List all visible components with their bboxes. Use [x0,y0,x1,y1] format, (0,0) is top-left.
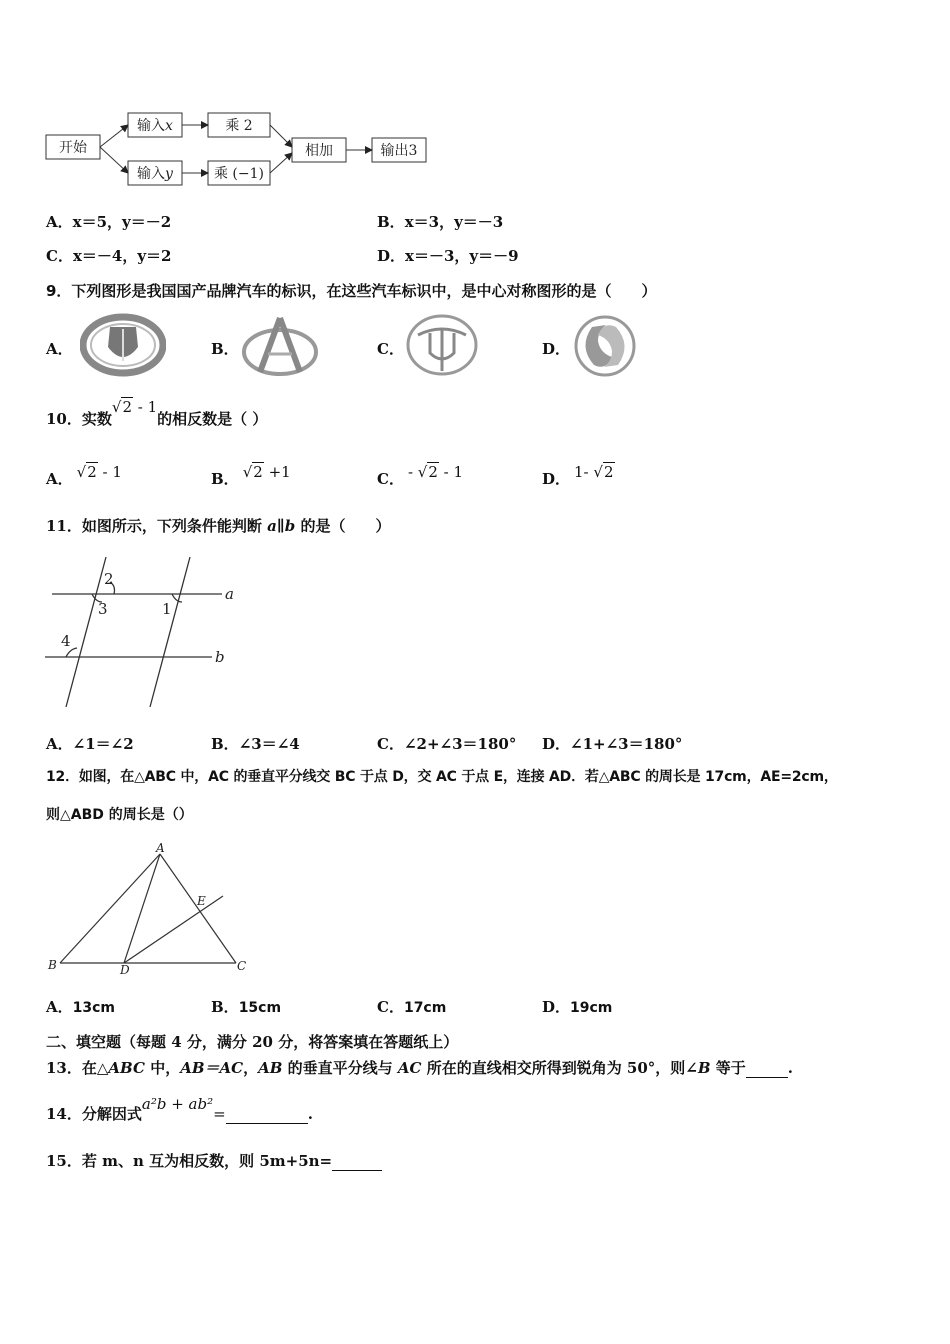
q8-option-b[interactable]: B．x＝3，y＝－3 [377,213,504,231]
q8-option-a[interactable]: A．x＝5，y＝－2 [46,213,172,231]
q9-option-b-label[interactable]: B． [211,340,239,358]
vertex-e: E [197,894,206,908]
q14-answer-blank[interactable] [226,1109,308,1124]
label-1: 1 [162,600,172,618]
q13-stem: 13．在△ABC 中，AB＝AC，AB 的垂直平分线与 AC 所在的直线相交所得到锐角为 50°，则∠B 等于 . [46,1059,794,1077]
q10-option-a[interactable]: A． √2 - 1 [46,463,122,488]
flow-arrow [270,125,292,147]
q11-option-b[interactable]: B．∠3＝∠4 [211,735,300,753]
q10-option-c[interactable]: C． - √2 - 1 [377,463,464,488]
q11-figure [40,552,250,712]
label-3: 3 [98,600,108,618]
label-a: a [225,585,234,603]
q11-option-d[interactable]: D．∠1+∠3＝180° [542,735,683,753]
flow-input-x-label: 输入x [137,118,173,134]
flow-input-y-label: 输入y [137,166,173,182]
q12-option-c[interactable]: C．17cm [377,998,447,1016]
vertex-d: D [120,963,130,977]
q13-answer-blank[interactable] [746,1063,788,1078]
side-ab [60,854,160,963]
vertex-c: C [237,959,247,973]
section-2-title: 二、填空题（每题 4 分，满分 20 分，将答案填在答题纸上） [46,1033,459,1051]
vertex-a: A [156,842,165,855]
q14-stem: 14．分解因式a²b + ab²= . [46,1095,313,1123]
flow-arrow [100,125,128,147]
angle-arc-1 [172,594,182,602]
q11-option-a[interactable]: A．∠1＝∠2 [46,735,134,753]
q11-stem: 11．如图所示，下列条件能判断 a∥b 的是（ ） [46,517,391,535]
flowchart [40,105,440,195]
q12-stem-line1: 12．如图，在△ABC 中，AC 的垂直平分线交 BC 于点 D，交 AC 于点 E，连接 AD．若△ABC 的周长是 17cm，AE=2cm， [46,769,838,785]
logo-b-icon [240,312,320,378]
transversal-right [150,557,190,707]
logo-d-icon [572,313,638,379]
q12-option-b[interactable]: B．15cm [211,998,282,1016]
q8-option-c[interactable]: C．x＝－4，y＝2 [46,247,172,265]
flow-output-label: 输出3 [380,143,418,159]
flow-arrow [270,153,292,173]
q10-option-d[interactable]: D． 1- √2 [542,463,614,488]
q12-figure [40,842,270,982]
q8-option-d[interactable]: D．x＝－3，y＝－9 [377,247,519,265]
q10-option-b[interactable]: B． √2 +1 [211,463,291,488]
logo-a-icon [80,313,166,377]
transversal-left [66,557,106,707]
segment-ad [124,854,160,963]
q9-option-c-label[interactable]: C． [377,340,404,358]
label-2: 2 [104,570,114,588]
q12-option-a[interactable]: A．13cm [46,998,116,1016]
q9-option-a-label[interactable]: A． [46,340,73,358]
flow-mulneg1-label: 乘 (−1) [213,166,265,182]
label-b: b [215,648,225,666]
q15-answer-blank[interactable] [332,1156,382,1171]
q11-option-c[interactable]: C．∠2+∠3＝180° [377,735,517,753]
q15-stem: 15．若 m、n 互为相反数，则 5m+5n= [46,1150,382,1171]
q12-stem-line2: 则△ABD 的周长是（） [46,807,193,823]
perpendicular-bisector [124,896,223,963]
label-4: 4 [61,632,71,650]
q9-option-d-label[interactable]: D． [542,340,571,358]
q10-stem: 10．实数√2 - 1的相反数是（ ） [46,398,268,428]
flow-start-label: 开始 [59,140,87,156]
flow-add-label: 相加 [305,143,333,159]
flow-arrow [100,147,128,173]
logo-c-icon [404,313,480,377]
vertex-b: B [48,958,57,972]
q12-option-d[interactable]: D．19cm [542,998,613,1016]
flow-mul2-label: 乘 2 [225,118,253,134]
q9-stem: 9．下列图形是我国国产品牌汽车的标识，在这些汽车标识中，是中心对称图形的是（ ） [46,282,657,300]
side-ac [160,854,236,963]
